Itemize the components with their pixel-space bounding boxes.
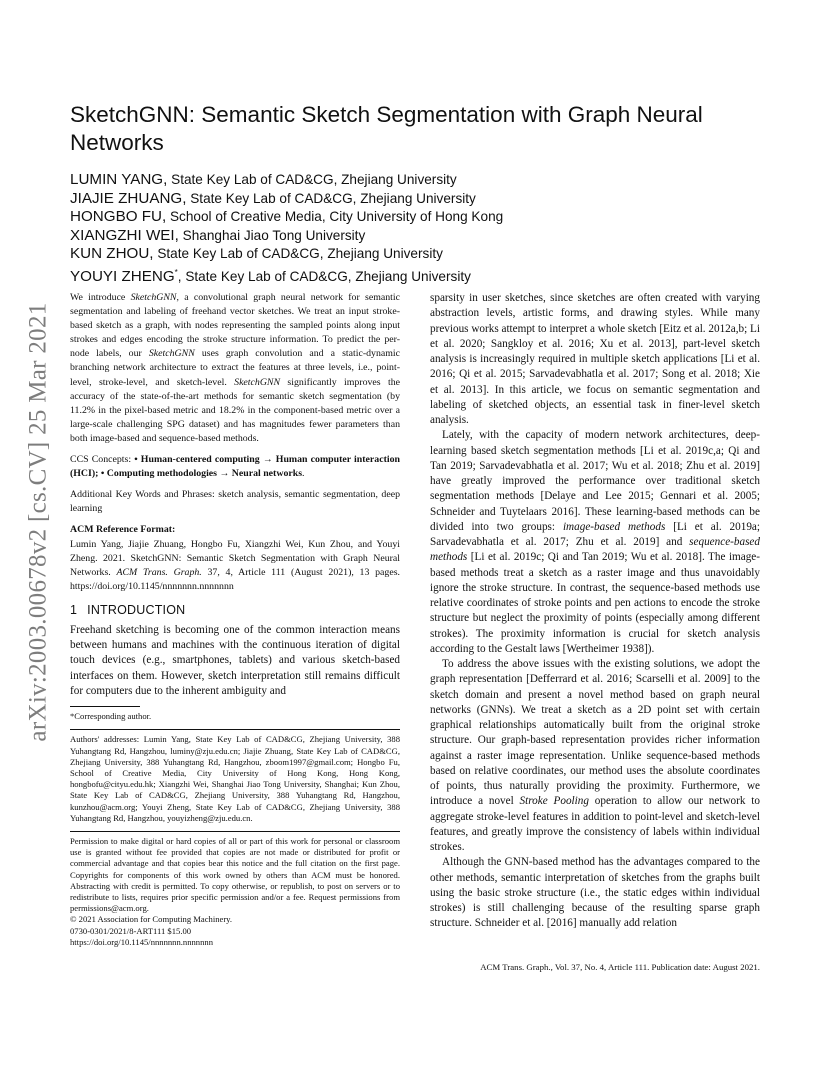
- intro-paragraph: Although the GNN-based method has the advantages compared to the other methods, semantic interpretation of sketches from the graphs built using the basic stroke structure (i.e., the static edges within individual strokes) is still challenging because of the resulting sparse graph structure. Schneider et al. [2016] manually add relation: [430, 856, 760, 930]
- running-footer: ACM Trans. Graph., Vol. 37, No. 4, Article 111. Publication date: August 2021.: [480, 962, 760, 972]
- author-line: [70, 264, 770, 287]
- author-name: YOUYI ZHENG*: [70, 267, 178, 285]
- intro-paragraph: sparsity in user sketches, since sketches are often created with varying abstraction levels, artistic forms, and drawing styles. While many previous works attempt to interpret a whole sketch [Eitz et al. 2012a,b; Li et al. 2020; Sangkloy et al. 2016; Xu et al. 2013], part-level sketch analysis is increasingly required in multiple sketch applications [Li et al. 2016; Qi et al. 2015; Sarvadevabhatla et al. 2017; Song et al. 2018; Xie et al. 2013]. In this article, we focus on semantic segmentation and labeling of sketched objects, an essential task in finer-level sketch analysis.: [430, 292, 760, 426]
- right-column: [430, 291, 760, 932]
- paper-title: SketchGNN: Semantic Sketch Segmentation with Graph Neural Networks: [70, 102, 703, 155]
- acm-reference: ACM Reference Format: Lumin Yang, Jiajie Zhuang, Hongbo Fu, Xiangzhi Wei, Kun Zhou, and Youyi Zheng. 2021. SketchGNN: Semantic Sketch Segmentation with Graph Neural Networks. ACM Trans. Graph. 37, 4, Article 111 (August 2021), 13 pages. https://doi.org/10.1145/nnnnnnn.nnnnnnn: [70, 524, 400, 592]
- author-affiliation: School of Creative Media, City University of Hong Kong: [169, 209, 504, 225]
- author-line: [70, 190, 770, 209]
- intro-paragraph: Lately, with the capacity of modern network architectures, deep-learning based sketch segmentation methods [Li et al. 2019c,a; Qi and Tan 2019; Sarvadevabhatla et al. 2017; Wu et al. 2018; Zhu et al. 2019] have greatly improved the performance over traditional sketch segmentation methods [Delaye and Lee 2015; Gennari et al. 2005; Schneider and Tuytelaars 2016]. These learning-based methods can be divided into two groups: image-based methods [Li et al. 2019a; Sarvadevabhatla et al. 2017; Zhu et al. 2019] and sequence-based methods [Li et al. 2019c; Qi and Tan 2019; Wu et al. 2018]. The image-based methods treat a sketch as a raster image and thus unavoidably ignore the stroke structure. In contrast, the sequence-based methods use relative coordinates of stroke points and pen actions to encode the stroke structure but neglect the proximity of points (especially among different strokes). The proximity information is crucial for sketch analysis according to the Gestalt laws [Wertheimer 1938]).: [430, 429, 760, 655]
- author-addresses: Authors' addresses: Lumin Yang, State Key Lab of CAD&CG, Zhejiang University, 388 Yuhangtang Rd, Hangzhou, luminy@zju.edu.cn; Jiajie Zhuang, State Key Lab of CAD&CG, Zhejiang University, 388 Yuhangtang Rd, Hangzhou, zboom1997@gmail.com; Hongbo Fu, School of Creative Media, City University of Hong Kong, Hong Kong, hongbofu@cityu.edu.hk; Xiangzhi Wei, Shanghai Jiao Tong University, Shanghai; Kun Zhou, State Key Lab of CAD&CG, Zhejiang University, 388 Yuhangtang Rd, Hangzhou, kunzhou@acm.org; Youyi Zheng, State Key Lab of CAD&CG, Zhejiang University, 388 Yuhangtang Rd, Hangzhou, youyizheng@zju.edu.cn.: [70, 734, 400, 823]
- keywords: Additional Key Words and Phrases: sketch analysis, semantic segmentation, deep learning: [70, 489, 400, 515]
- section-heading: 1 INTRODUCTION: [70, 602, 186, 617]
- author-affiliation: , State Key Lab of CAD&CG, Zhejiang University: [177, 268, 471, 284]
- author-affiliation: State Key Lab of CAD&CG, Zhejiang University: [157, 246, 443, 262]
- author-name: JIAJIE ZHUANG,: [70, 189, 187, 207]
- author-name: KUN ZHOU,: [70, 245, 154, 263]
- author-line: [70, 245, 770, 264]
- author-line: [70, 208, 770, 227]
- reference-heading: ACM Reference Format:: [70, 524, 176, 536]
- footnote-divider: [70, 706, 140, 707]
- footnote-corresponding: *Corresponding author.: [70, 711, 152, 722]
- intro-paragraph: Freehand sketching is becoming one of the common interaction means between humans and machines with the continuous iteration of digital touch devices (e.g., smartphones, tablets) and various sketch-based interfaces on them. However, sketch interpretation still remains difficult for computers due to the inherent ambiguity and: [70, 623, 400, 697]
- footnote-divider: [70, 831, 400, 832]
- ccs-concepts: CCS Concepts: • Human-centered computing → Human computer interaction (HCI); • Computing methodologies → Neural networks.: [70, 454, 400, 480]
- author-line: [70, 171, 770, 190]
- corresponding-mark: *: [174, 267, 178, 277]
- author-affiliation: Shanghai Jiao Tong University: [182, 227, 366, 243]
- copyright-line: © 2021 Association for Computing Machinery.: [70, 914, 233, 925]
- author-line: [70, 227, 770, 246]
- author-name: LUMIN YANG,: [70, 171, 168, 188]
- footnote-divider: [70, 729, 400, 730]
- arxiv-identifier: arXiv:2003.00678v2 [cs.CV] 25 Mar 2021: [25, 302, 52, 742]
- author-affiliation: State Key Lab of CAD&CG, Zhejiang University: [171, 172, 457, 187]
- abstract: We introduce SketchGNN, a convolutional graph neural network for semantic segmentation and labeling of freehand vector sketches. We treat an input stroke-based sketch as a graph, with nodes representing the sampled points along input strokes and edges encoding the stroke structure information. To predict the per-node labels, our SketchGNN uses graph convolution and a static-dynamic branching network architecture to extract the features at three levels, i.e., point-level, stroke-level, and sketch-level. SketchGNN significantly improves the accuracy of the state-of-the-art methods for semantic sketch segmentation (by 11.2% in the pixel-based metric and 18.2% in the component-based metric over a large-scale challenging SPG dataset) and has magnitudes fewer parameters than both image-based and sequence-based methods.: [70, 292, 401, 444]
- author-name: HONGBO FU,: [70, 208, 167, 226]
- author-name: XIANGZHI WEI,: [70, 226, 179, 244]
- left-column: [70, 291, 400, 948]
- doi-link[interactable]: https://doi.org/10.1145/nnnnnnn.nnnnnnn: [70, 936, 213, 947]
- author-affiliation: State Key Lab of CAD&CG, Zhejiang University: [190, 190, 476, 206]
- intro-paragraph: To address the above issues with the existing solutions, we adopt the graph representation [Defferrard et al. 2016; Scarselli et al. 2009] to the sketch domain and present a novel method based on graph neural networks (GNNs). We treat a sketch as a 2D point set with certain graphical relationships automatically built from the original stroke structure. Our graph-based representation provides richer information against a raster image representation. Unlike sequence-based methods based on relative coordinates, our method uses the absolute coordinates of points, thus naturally providing the proximity. Furthermore, we introduce a novel Stroke Pooling operation to allow our network to aggregate stroke-level features in addition to point-level and sketch-level features, and greatly improve the consistency of labels within individual strokes.: [430, 658, 760, 853]
- arxiv-stamp: [24, 282, 54, 762]
- author-list: [70, 171, 770, 287]
- issn-line: 0730-0301/2021/8-ART111 $15.00: [70, 925, 192, 936]
- permission-notice: Permission to make digital or hard copies of all or part of this work for personal or classroom use is granted without fee provided that copies are not made or distributed for profit or commercial advantage and that copies bear this notice and the full citation on the first page. Copyrights for components of this work owned by others than ACM must be honored. Abstracting with credit is permitted. To copy otherwise, or republish, to post on servers or to redistribute to lists, requires prior specific permission and/or a fee. Request permissions from permissions@acm.org.: [70, 835, 400, 914]
